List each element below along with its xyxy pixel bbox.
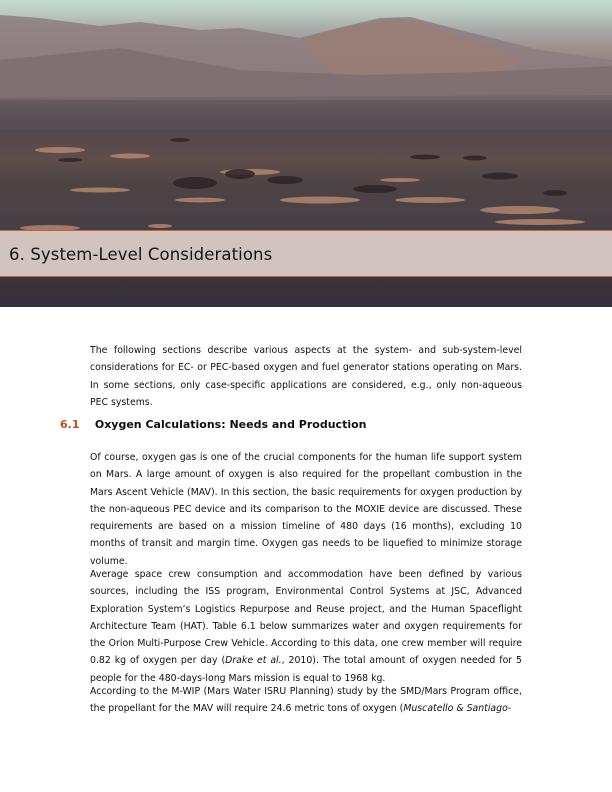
paragraph-text	[90, 566, 522, 687]
paragraph-text-part: , 2010). The total amount of oxygen needed for 5 people for the 480-days-long Mars mission is equal to 1968 kg.	[90, 655, 523, 684]
intro-text: The following sections describe various aspects at the system- and sub-system-level considerations for EC- or PEC-based oxygen and fuel generator stations operating on Mars. In some sections, only case-specific applications are considered, e.g., only non-aqueous PEC systems.	[90, 345, 522, 408]
paragraph-mav-propellant	[90, 683, 522, 718]
mars-landscape-header-image	[0, 0, 612, 307]
paragraph-text-part: Average space crew consumption and accommodation have been defined by various sources, including the ISS program, Environmental Control Systems at JSC, Advanced Exploration System’s Logistics Repurpose and Reuse project, and the Human Spaceflight Architecture Team (HAT). Table 6.1 below summarizes water and oxygen requirements for the Orion Multi-Purpose Crew Vehicle. According to this data, one crew member will require 0.82 kg of oxygen per day (	[90, 569, 522, 667]
chapter-number: 6.	[9, 245, 25, 264]
section-title: Oxygen Calculations: Needs and Production	[94, 418, 367, 431]
paragraph-text: Of course, oxygen gas is one of the crucial components for the human life support system on Mars. A large amount of oxygen is also required for the propellant combustion in the Mars Ascent Vehicle (MAV). In this section, the basic requirements for oxygen production by the non-aqueous PEC device and its comparison to the MOXIE device are discussed. These requirements are based on a mission timeline of 480 days (16 months), excluding 10 months of transit and margin time. Oxygen gas needs to be liquefied to minimize storage volume.	[90, 452, 522, 567]
chapter-title-text: System-Level Considerations	[30, 245, 273, 264]
paragraph-text	[90, 683, 522, 718]
paragraph-oxygen-needs	[90, 449, 522, 570]
citation-muscatello: Muscatello & Santiago-	[403, 703, 512, 715]
intro-paragraph	[90, 342, 522, 411]
citation-drake: Drake et al.	[225, 655, 282, 667]
paragraph-crew-consumption	[90, 566, 522, 687]
section-heading	[60, 418, 366, 431]
chapter-title	[9, 245, 272, 264]
section-number: 6.1	[60, 418, 80, 431]
chapter-title-bar	[0, 230, 612, 277]
paragraph-text-part: According to the M-WIP (Mars Water ISRU Planning) study by the SMD/Mars Program office, the propellant for the MAV will require 24.6 metric tons of oxygen (	[90, 686, 522, 715]
